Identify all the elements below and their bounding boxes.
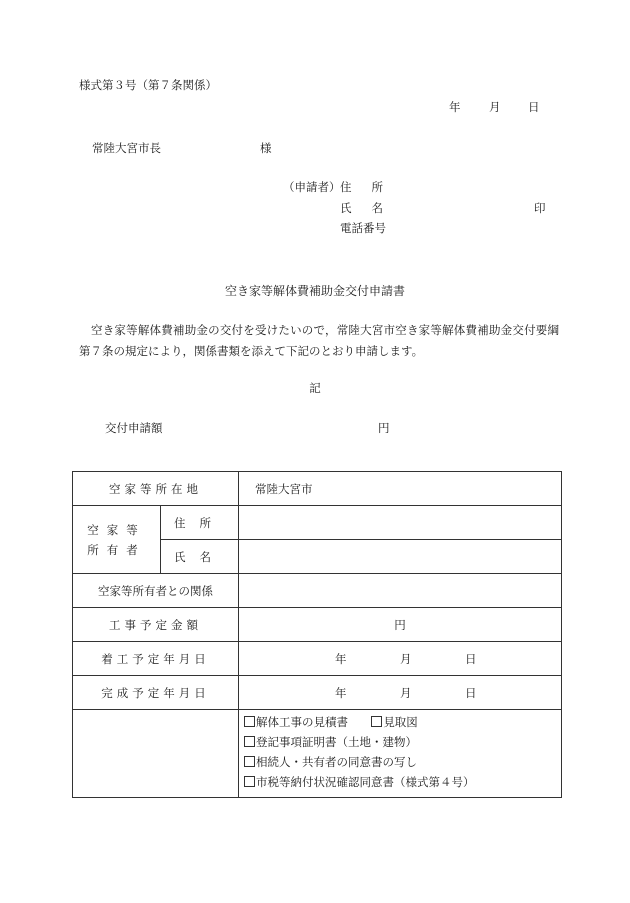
- complete-month: 月: [400, 685, 412, 700]
- body-paragraph: 空き家等解体費補助金の交付を受けたいので，常陸大宮市空き家等解体費補助金交付要綱第７条の規定により，関係書類を添えて下記のとおり申請します。: [79, 323, 559, 358]
- start-date-field[interactable]: [239, 642, 562, 676]
- ki-label: 記: [309, 381, 321, 395]
- relation-field[interactable]: [239, 574, 562, 608]
- form-number-label: 様式第３号（第７条関係）: [79, 78, 217, 92]
- addressee: 常陸大宮市長: [92, 141, 161, 155]
- start-month: 月: [400, 651, 412, 666]
- location-label: 空家等所在地: [73, 472, 239, 506]
- amount-unit: 円: [378, 421, 390, 435]
- date-month-label: 月: [489, 100, 501, 114]
- table-row-attachments: [73, 710, 562, 798]
- table-row-owner-address: [73, 506, 562, 540]
- complete-day: 日: [465, 685, 477, 700]
- honorific: 様: [260, 141, 272, 155]
- table-row-cost: [73, 608, 562, 642]
- attachments-cell: [239, 710, 562, 798]
- owner-name-field[interactable]: [239, 540, 562, 574]
- application-table: [72, 471, 562, 798]
- table-row-start-date: [73, 642, 562, 676]
- cost-unit: 円: [394, 617, 406, 632]
- attachments-label-cell: [73, 710, 239, 798]
- applicant-phone-label: 電話番号: [340, 221, 386, 235]
- cost-field[interactable]: [239, 608, 562, 642]
- cost-label: 工事予定金額: [73, 608, 239, 642]
- table-row-location: [73, 472, 562, 506]
- owner-name-label: 氏名: [161, 540, 239, 574]
- date-year-label: 年: [449, 100, 461, 114]
- attachment-checkbox[interactable]: 見取図: [371, 715, 418, 729]
- document-title: 空き家等解体費補助金交付申請書: [224, 284, 405, 298]
- start-year: 年: [335, 651, 347, 666]
- applicant-address-label: 住所: [340, 180, 403, 194]
- owner-label: [73, 506, 161, 574]
- attachment-checkbox[interactable]: 市税等納付状況確認同意書（様式第４号）: [244, 772, 561, 792]
- seal-mark: 印: [534, 201, 546, 215]
- attachment-checkbox[interactable]: 登記事項証明書（土地・建物）: [244, 732, 561, 752]
- relation-label: 空家等所有者との関係: [73, 574, 239, 608]
- owner-address-label: 住所: [161, 506, 239, 540]
- applicant-name-label: 氏名: [340, 201, 403, 215]
- attachment-checkbox[interactable]: 解体工事の見積書: [244, 715, 348, 729]
- start-date-label: 着工予定年月日: [73, 642, 239, 676]
- applicant-tag: （申請者）: [283, 180, 341, 194]
- table-row-relation: [73, 574, 562, 608]
- attachment-checkbox[interactable]: 相続人・共有者の同意書の写し: [244, 752, 561, 772]
- complete-year: 年: [335, 685, 347, 700]
- owner-label-line1: 空家等: [87, 522, 146, 537]
- table-row-complete-date: [73, 676, 562, 710]
- owner-address-field[interactable]: [239, 506, 562, 540]
- complete-date-field[interactable]: [239, 676, 562, 710]
- date-day-label: 日: [528, 100, 540, 114]
- owner-label-line2: 所有者: [87, 542, 146, 557]
- location-value[interactable]: 常陸大宮市: [239, 472, 562, 506]
- complete-date-label: 完成予定年月日: [73, 676, 239, 710]
- amount-label: 交付申請額: [105, 421, 163, 435]
- start-day: 日: [465, 651, 477, 666]
